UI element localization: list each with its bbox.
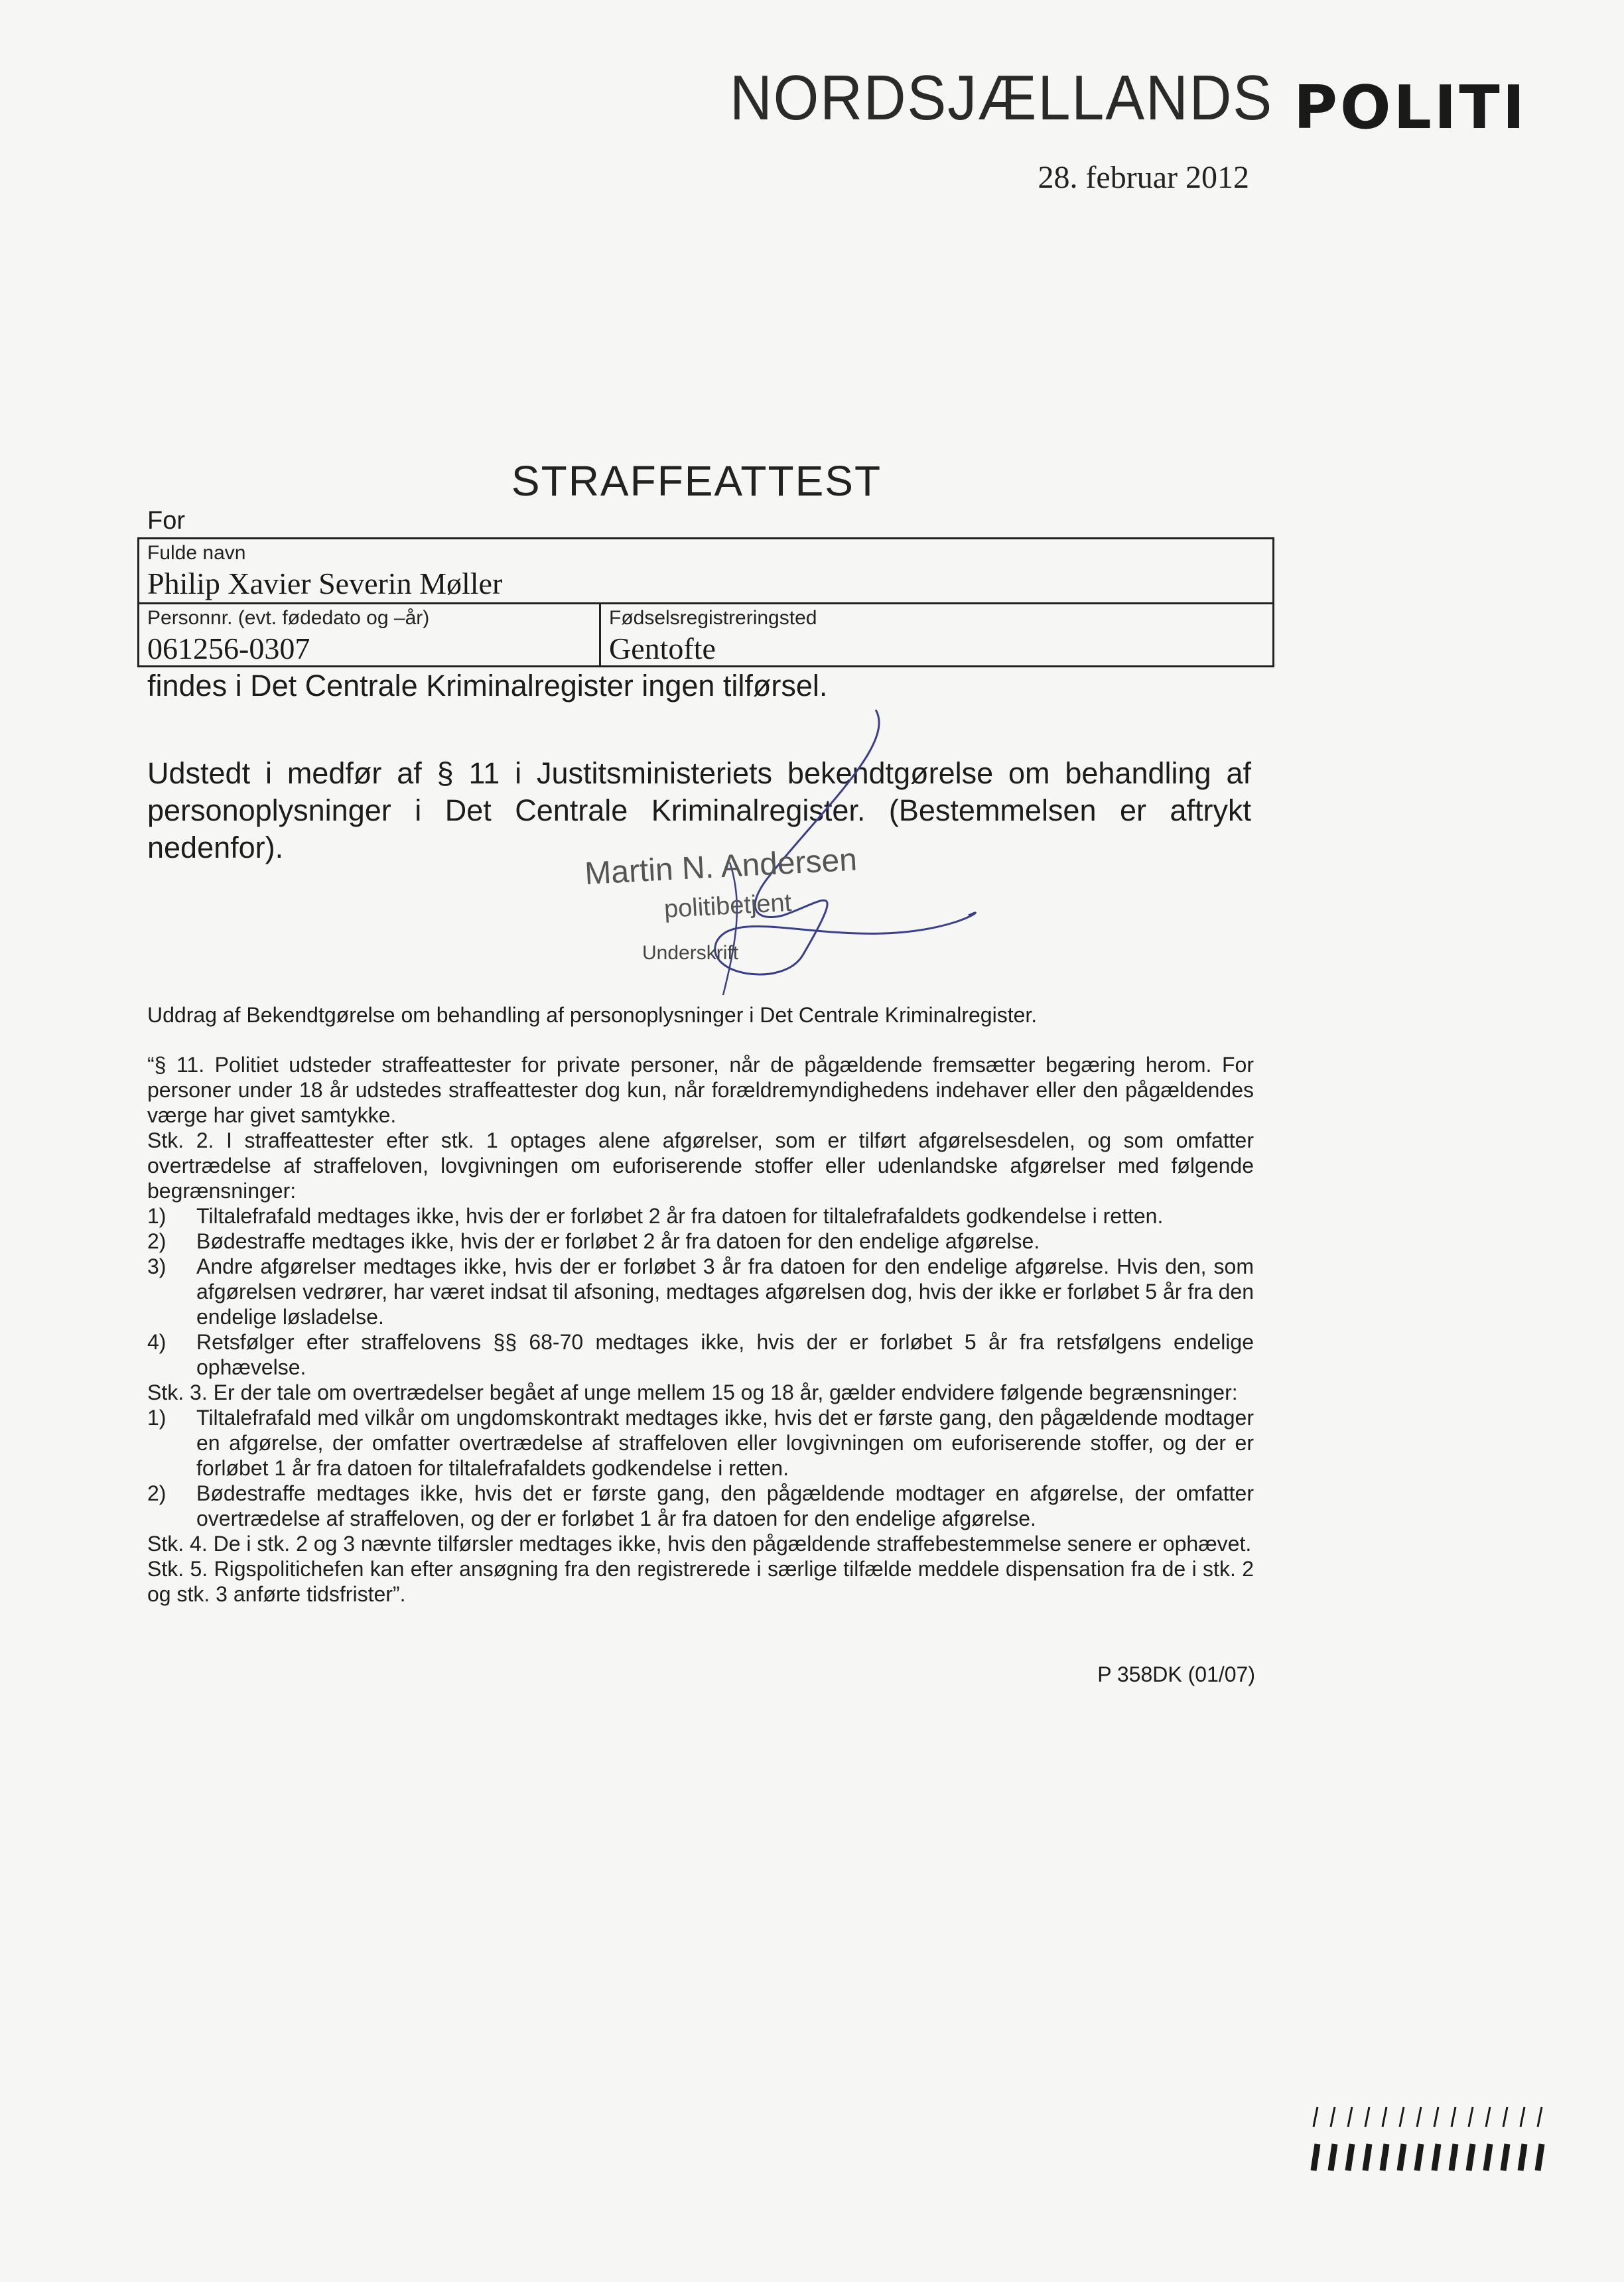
full-name-label: Fulde navn [147, 542, 246, 564]
signature-name-stamp: Martin N. Andersen [584, 842, 858, 892]
stripe-mark [1452, 2107, 1455, 2127]
birthplace-value: Gentofte [609, 632, 716, 665]
item-text: Retsfølger efter straffelovens §§ 68-70 medtages ikke, hvis der er forløbet 5 år fra retsfølgens endelige ophævelse. [196, 1330, 1254, 1379]
stripe-mark [1383, 2107, 1387, 2127]
stripe-mark [1521, 2107, 1524, 2127]
brand-nordsjaellands: NORDSJÆLLANDS [730, 62, 1273, 133]
excerpt-title: Uddrag af Bekendtgørelse om behandling af personoplysninger i Det Centrale Kriminalregister. [147, 1003, 1038, 1027]
legal-excerpt [147, 1052, 1254, 1607]
stripe-mark [1417, 2107, 1421, 2127]
stripe-mark [1503, 2107, 1507, 2127]
stripe-mark [1486, 2107, 1490, 2127]
legal-list-item [147, 1254, 1254, 1329]
personnr-value: 061256-0307 [147, 632, 310, 665]
signature-role-stamp: politibetjent [663, 888, 793, 923]
stripe-mark [1400, 2144, 1404, 2171]
result-text: findes i Det Centrale Kriminalregister ingen tilførsel. [147, 669, 828, 703]
legal-list-item [147, 1481, 1254, 1531]
personnr-label: Personnr. (evt. fødedato og –år) [147, 607, 430, 629]
item-text: Bødestraffe medtages ikke, hvis der er forløbet 2 år fra datoen for den endelige afgørelse. [196, 1229, 1040, 1253]
stripe-mark [1452, 2144, 1455, 2171]
item-number: 1) [147, 1406, 167, 1430]
legal-list-item [147, 1203, 1254, 1229]
legal-stk3: Stk. 3. Er der tale om overtrædelser begået af unge mellem 15 og 18 år, gælder endvidere følgende begrænsninger: [147, 1380, 1238, 1404]
item-number: 2) [147, 1481, 167, 1505]
stripe-mark [1538, 2144, 1542, 2171]
item-number: 3) [147, 1254, 167, 1278]
document-title: STRAFFEATTEST [511, 457, 882, 505]
identity-table [137, 537, 1274, 667]
item-text: Andre afgørelser medtages ikke, hvis der er forløbet 3 år fra datoen for den endelige afgørelse. Hvis den, som afgørelsen vedrører, har været indsat til afsoning, medtages afgørelsen dog, hvis der ikke er forløbet 5 år fra den endelige løsladelse. [196, 1254, 1254, 1329]
item-number: 4) [147, 1330, 167, 1354]
legal-list-item [147, 1405, 1254, 1481]
item-number: 1) [147, 1204, 167, 1228]
stripe-mark [1538, 2107, 1542, 2127]
full-name-value: Philip Xavier Severin Møller [147, 567, 503, 600]
stripe-mark [1365, 2144, 1369, 2171]
police-stripe-pattern [1308, 2104, 1574, 2177]
brand-politi: POLITI [1294, 73, 1528, 143]
legal-stk2: Stk. 2. I straffeattester efter stk. 1 optages alene afgørelser, som er tilført afgørelsesdelen, og som omfatter overtrædelse af straffeloven, lovgivningen om euforiserende stoffer eller udenlandske afgørelser med følgende begrænsninger: [147, 1128, 1254, 1203]
stripe-mark [1486, 2144, 1490, 2171]
legal-list-item [147, 1229, 1254, 1254]
stripe-mark [1348, 2144, 1352, 2171]
item-number: 2) [147, 1229, 167, 1253]
stripe-mark [1503, 2144, 1507, 2171]
stripe-mark [1417, 2144, 1421, 2171]
stripe-mark [1400, 2107, 1404, 2127]
full-name-row [139, 539, 1272, 604]
issued-paragraph: Udstedt i medfør af § 11 i Justitsministeriets bekendtgørelse om behandling af personoplysninger i Det Centrale Kriminalregister. (Bestemmelsen er aftrykt nedenfor). [147, 756, 1251, 864]
stripe-mark [1365, 2107, 1369, 2127]
item-text: Tiltalefrafald med vilkår om ungdomskontrakt medtages ikke, hvis det er første gang, den pågældende modtager en afgørelse, der omfatter overtrædelse af straffeloven eller lovgivningen om euforiserende stoffer, og der er forløbet 1 år fra datoen for tiltalefrafaldets godkendelse i retten. [196, 1406, 1254, 1480]
for-label: For [147, 507, 185, 535]
signature-label: Underskrift [642, 942, 739, 964]
stripe-mark [1469, 2107, 1473, 2127]
form-code: P 358DK (01/07) [1097, 1662, 1255, 1686]
stripe-mark [1331, 2107, 1335, 2127]
stripe-mark [1434, 2144, 1438, 2171]
item-text: Bødestraffe medtages ikke, hvis det er første gang, den pågældende modtager en afgørelse, der omfatter overtrædelse af straffeloven, og der er forløbet 1 år fra datoen for den endelige afgørelse. [196, 1481, 1254, 1530]
stripe-mark [1434, 2107, 1438, 2127]
birthplace-label: Fødselsregistreringsted [609, 607, 817, 629]
legal-list-item [147, 1329, 1254, 1380]
stripe-mark [1314, 2144, 1318, 2171]
stripe-mark [1348, 2107, 1352, 2127]
legal-paragraph-11: “§ 11. Politiet udsteder straffeattester for private personer, når de pågældende fremsætter begæring herom. For personer under 18 år udstedes straffeattester dog kun, når forældremyndighedens indehaver eller den pågældendes værge har givet samtykke. [147, 1053, 1254, 1127]
stripe-mark [1314, 2107, 1318, 2127]
stripe-mark [1469, 2144, 1473, 2171]
document-date: 28. februar 2012 [1038, 160, 1249, 195]
item-text: Tiltalefrafald medtages ikke, hvis der er forløbet 2 år fra datoen for tiltalefrafaldets godkendelse i retten. [196, 1204, 1164, 1228]
stripe-mark [1521, 2144, 1524, 2171]
stripe-mark [1331, 2144, 1335, 2171]
stripe-mark [1383, 2144, 1387, 2171]
table-divider [599, 604, 601, 667]
legal-stk4: Stk. 4. De i stk. 2 og 3 nævnte tilførsler medtages ikke, hvis den pågældende straffebestemmelse senere er ophævet. [147, 1532, 1252, 1556]
legal-stk5: Stk. 5. Rigspolitichefen kan efter ansøgning fra den registrerede i særlige tilfælde meddele dispensation fra de i stk. 2 og stk. 3 anførte tidsfrister”. [147, 1557, 1254, 1606]
